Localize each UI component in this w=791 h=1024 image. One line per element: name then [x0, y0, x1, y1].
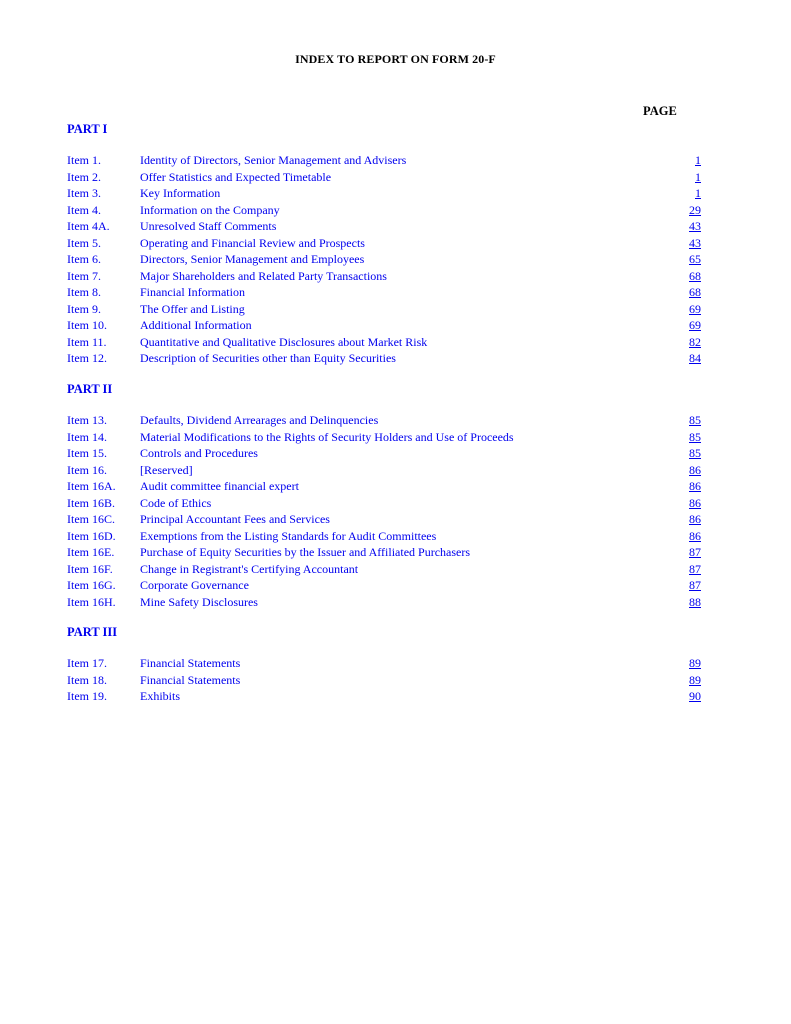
toc-row: [0, 301, 791, 317]
toc-row: [0, 202, 791, 218]
part-heading: PART I: [67, 122, 108, 136]
item-title-link[interactable]: Financial Information: [140, 285, 245, 299]
item-title-link[interactable]: Unresolved Staff Comments: [140, 219, 277, 233]
page-number-link[interactable]: 43: [689, 219, 701, 233]
item-title-link[interactable]: Financial Statements: [140, 672, 241, 687]
item-title-link[interactable]: Exemptions from the Listing Standards for Audit Committees: [140, 528, 437, 543]
toc-row: [0, 528, 791, 544]
page-number-link[interactable]: 86: [689, 495, 701, 510]
page-number-link[interactable]: 85: [689, 429, 701, 444]
toc-row: [0, 688, 791, 704]
item-title-link[interactable]: Defaults, Dividend Arrearages and Delinquencies: [140, 413, 379, 427]
toc-row: [0, 412, 791, 428]
toc-row: [0, 544, 791, 560]
page-number-link[interactable]: 69: [689, 301, 701, 316]
toc-row: [0, 284, 791, 300]
item-title-link[interactable]: Operating and Financial Review and Prospects: [140, 235, 365, 250]
item-number-link[interactable]: Item 16.: [67, 462, 107, 477]
item-title-link[interactable]: Purchase of Equity Securities by the Issuer and Affiliated Purchasers: [140, 545, 471, 559]
item-title-link[interactable]: Directors, Senior Management and Employees: [140, 252, 365, 266]
page-number-link[interactable]: 82: [689, 334, 701, 349]
item-number-link[interactable]: Item 16D.: [67, 528, 116, 543]
item-title-link[interactable]: Code of Ethics: [140, 495, 212, 510]
toc-row: [0, 511, 791, 527]
page-title: INDEX TO REPORT ON FORM 20-F: [295, 52, 496, 66]
part-heading: PART II: [67, 382, 113, 396]
toc-row: [0, 672, 791, 688]
item-title-link[interactable]: Quantitative and Qualitative Disclosures about Market Risk: [140, 334, 428, 349]
page-number-link[interactable]: 89: [689, 672, 701, 687]
page-number-link[interactable]: 1: [695, 153, 701, 167]
item-number-link[interactable]: Item 4A.: [67, 219, 110, 233]
page-number-link[interactable]: 87: [689, 545, 701, 559]
item-title-link[interactable]: Principal Accountant Fees and Services: [140, 512, 330, 526]
item-title-link[interactable]: Corporate Governance: [140, 578, 249, 592]
toc-row: [0, 218, 791, 234]
item-title-link[interactable]: Change in Registrant's Certifying Accountant: [140, 561, 359, 576]
toc-row: [0, 268, 791, 284]
toc-row: [0, 350, 791, 366]
item-title-link[interactable]: Controls and Procedures: [140, 446, 258, 460]
item-number-link[interactable]: Item 15.: [67, 446, 107, 460]
page-number-link[interactable]: 87: [689, 561, 701, 576]
item-number-link[interactable]: Item 16G.: [67, 578, 116, 592]
item-title-link[interactable]: Audit committee financial expert: [140, 479, 299, 493]
item-title-link[interactable]: Offer Statistics and Expected Timetable: [140, 169, 332, 184]
toc-row: [0, 445, 791, 461]
toc-row: [0, 478, 791, 494]
page-number-link[interactable]: 68: [689, 268, 701, 283]
item-number-link[interactable]: Item 3.: [67, 186, 101, 200]
toc-row: [0, 152, 791, 168]
toc-row: [0, 251, 791, 267]
item-number-link[interactable]: Item 19.: [67, 689, 107, 703]
item-number-link[interactable]: Item 14.: [67, 429, 107, 444]
toc-row: [0, 169, 791, 185]
item-number-link[interactable]: Item 5.: [67, 235, 101, 250]
item-title-link[interactable]: Major Shareholders and Related Party Transactions: [140, 268, 387, 283]
item-number-link[interactable]: Item 16F.: [67, 561, 113, 576]
item-number-link[interactable]: Item 1.: [67, 153, 101, 167]
item-number-link[interactable]: Item 16B.: [67, 495, 115, 510]
toc-row: [0, 594, 791, 610]
item-title-link[interactable]: Identity of Directors, Senior Management and Advisers: [140, 153, 407, 167]
page-number-link[interactable]: 29: [689, 202, 701, 217]
page-number-link[interactable]: 86: [689, 512, 701, 526]
page-number-link[interactable]: 1: [695, 186, 701, 200]
item-number-link[interactable]: Item 17.: [67, 656, 107, 670]
toc-row: [0, 334, 791, 350]
page-number-link[interactable]: 1: [695, 169, 701, 184]
item-title-link[interactable]: The Offer and Listing: [140, 301, 245, 316]
page-number-link[interactable]: 85: [689, 413, 701, 427]
toc-row: [0, 185, 791, 201]
toc-row: [0, 462, 791, 478]
page-number-link[interactable]: 43: [689, 235, 701, 250]
toc-row: [0, 495, 791, 511]
page-number-link[interactable]: 65: [689, 252, 701, 266]
item-title-link[interactable]: Material Modifications to the Rights of Security Holders and Use of Proceeds: [140, 429, 514, 444]
toc-row: [0, 429, 791, 445]
toc-row: [0, 561, 791, 577]
page-number-link[interactable]: 88: [689, 594, 701, 609]
page-number-link[interactable]: 86: [689, 462, 701, 477]
page-number-link[interactable]: 89: [689, 656, 701, 670]
page-number-link[interactable]: 85: [689, 446, 701, 460]
item-number-link[interactable]: Item 10.: [67, 318, 107, 332]
page-number-link[interactable]: 84: [689, 351, 701, 365]
item-number-link[interactable]: Item 16C.: [67, 512, 115, 526]
item-number-link[interactable]: Item 13.: [67, 413, 107, 427]
item-number-link[interactable]: Item 7.: [67, 268, 101, 283]
item-number-link[interactable]: Item 6.: [67, 252, 101, 266]
item-number-link[interactable]: Item 4.: [67, 202, 101, 217]
toc-row: [0, 655, 791, 671]
part-heading: PART III: [67, 625, 118, 639]
item-title-link[interactable]: Key Information: [140, 186, 221, 200]
toc-row: [0, 577, 791, 593]
item-number-link[interactable]: Item 12.: [67, 351, 107, 365]
item-number-link[interactable]: Item 9.: [67, 301, 101, 316]
item-title-link[interactable]: Financial Statements: [140, 656, 241, 670]
item-number-link[interactable]: Item 8.: [67, 285, 101, 299]
item-number-link[interactable]: Item 11.: [67, 334, 107, 349]
item-number-link[interactable]: Item 16E.: [67, 545, 115, 559]
item-number-link[interactable]: Item 16A.: [67, 479, 116, 493]
page-number-link[interactable]: 86: [689, 479, 701, 493]
item-title-link[interactable]: Mine Safety Disclosures: [140, 594, 258, 609]
item-title-link[interactable]: Description of Securities other than Equity Securities: [140, 351, 396, 365]
page-number-link[interactable]: 69: [689, 318, 701, 332]
item-title-link[interactable]: Information on the Company: [140, 202, 280, 217]
item-title-link[interactable]: Additional Information: [140, 318, 252, 332]
toc-row: [0, 235, 791, 251]
item-title-link[interactable]: Exhibits: [140, 689, 181, 703]
item-title-link[interactable]: [Reserved]: [140, 462, 193, 477]
page-number-link[interactable]: 86: [689, 528, 701, 543]
page-number-link[interactable]: 68: [689, 285, 701, 299]
item-number-link[interactable]: Item 2.: [67, 169, 101, 184]
toc-row: [0, 317, 791, 333]
page-number-link[interactable]: 90: [689, 689, 701, 703]
item-number-link[interactable]: Item 18.: [67, 672, 107, 687]
item-number-link[interactable]: Item 16H.: [67, 594, 116, 609]
page-column-heading: PAGE: [643, 104, 677, 118]
page-number-link[interactable]: 87: [689, 578, 701, 592]
